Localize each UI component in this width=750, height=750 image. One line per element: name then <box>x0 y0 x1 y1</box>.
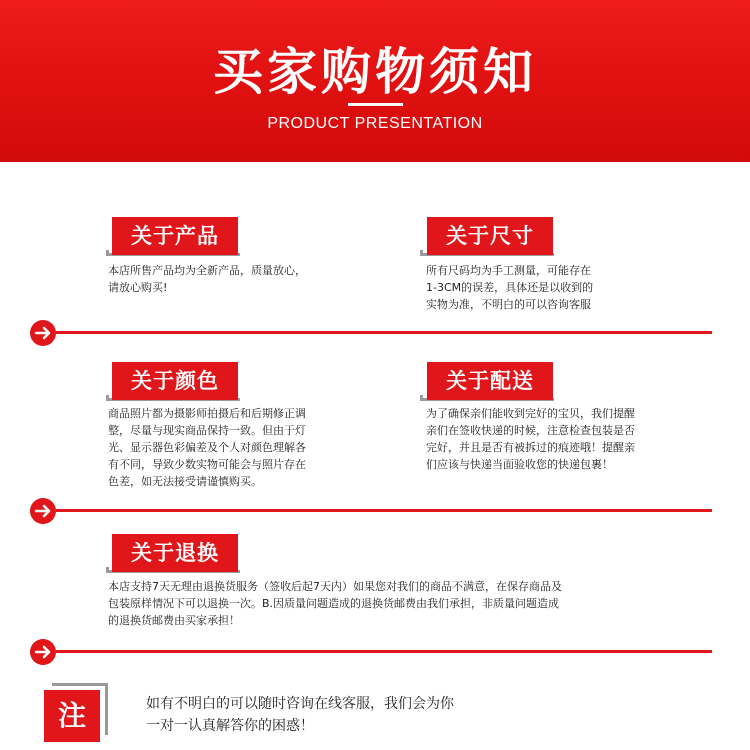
text-line: 所有尺码均为手工测量，可能存在 <box>426 264 591 277</box>
section-text-delivery <box>426 405 635 473</box>
text-line: 整，尽量与现实商品保持一致。但由于灯 <box>108 424 306 437</box>
text-line: 请放心购买! <box>108 281 168 294</box>
section-tag-color: 关于颜色 <box>112 362 238 400</box>
title-underline <box>348 103 403 106</box>
text-line: 亲们在签收快递的时候，注意检查包装是否 <box>426 424 635 437</box>
section-text-product <box>108 262 306 296</box>
section-text-size <box>426 262 593 313</box>
section-text-color <box>108 405 306 490</box>
text-line: 完好，并且是否有被拆过的痕迹哦！提醒亲 <box>426 441 635 454</box>
section-tag-size: 关于尺寸 <box>427 217 553 255</box>
text-line: 一对一认真解答你的困惑！ <box>146 718 314 734</box>
text-line: 包装原样情况下可以退换一次。B.因质量问题造成的退换货邮费由我们承担，非质量问题造成 <box>108 597 560 610</box>
text-line: 们应该与快递当面验收您的快递包裹！ <box>426 458 613 471</box>
text-line: 的退换货邮费由买家承担！ <box>108 614 240 627</box>
section-text-returns <box>108 578 562 629</box>
section-tag-delivery: 关于配送 <box>427 362 553 400</box>
note-label: 注 <box>44 690 100 742</box>
divider-line <box>56 650 712 653</box>
text-line: 本店所售产品均为全新产品，质量放心， <box>108 264 306 277</box>
text-line: 为了确保亲们能收到完好的宝贝，我们提醒 <box>426 407 635 420</box>
divider-line <box>56 509 712 512</box>
text-line: 有不同，导致少数实物可能会与照片存在 <box>108 458 306 471</box>
text-line: 商品照片都为摄影师拍摄后和后期修正调 <box>108 407 306 420</box>
text-line: 光、显示器色彩偏差及个人对颜色理解各 <box>108 441 306 454</box>
arrow-right-icon <box>30 639 56 665</box>
text-line: 色差，如无法接受请谨慎购买。 <box>108 475 262 488</box>
text-line: 实物为准，不明白的可以咨询客服 <box>426 298 591 311</box>
arrow-right-icon <box>30 498 56 524</box>
section-tag-returns: 关于退换 <box>112 534 238 572</box>
text-line: 本店支持7天无理由退换货服务（签收后起7天内）如果您对我们的商品不满意，在保存商品及 <box>108 580 562 593</box>
section-divider <box>30 639 712 665</box>
note-text <box>146 693 454 737</box>
divider-line <box>56 331 712 334</box>
arrow-right-icon <box>30 320 56 346</box>
page-title: 买家购物须知 <box>213 43 537 101</box>
header-banner <box>0 0 750 162</box>
page-subtitle: PRODUCT PRESENTATION <box>267 115 483 132</box>
text-line: 1-3CM的误差，具体还是以收到的 <box>426 281 594 294</box>
section-divider <box>30 320 712 346</box>
section-divider <box>30 498 712 524</box>
section-tag-product: 关于产品 <box>112 217 238 255</box>
text-line: 如有不明白的可以随时咨询在线客服，我们会为你 <box>146 696 454 712</box>
